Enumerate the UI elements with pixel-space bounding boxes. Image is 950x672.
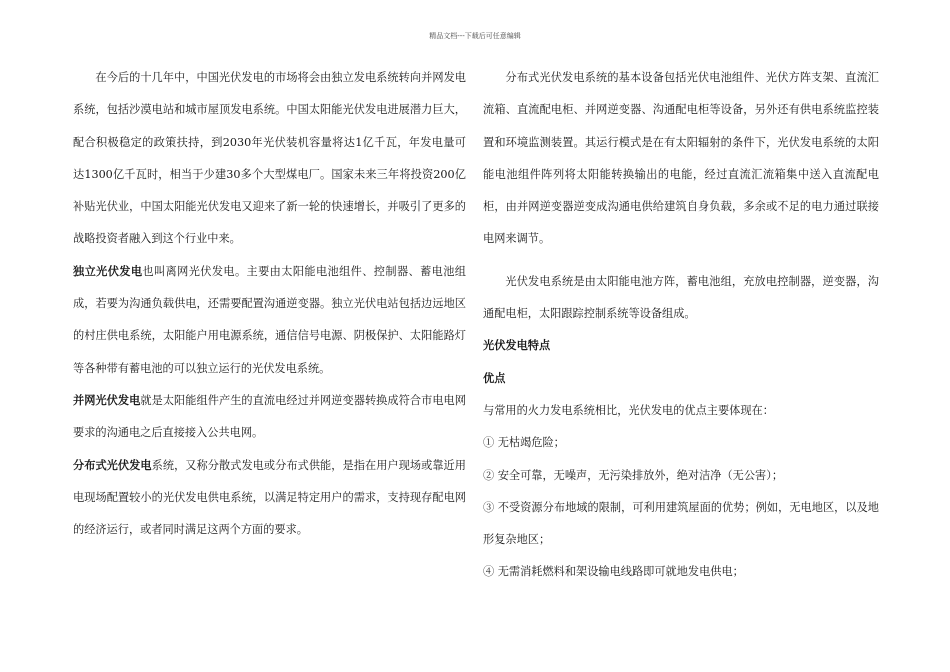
- features-heading: 光伏发电特点: [483, 339, 551, 353]
- advantage-point-2: ② 安全可靠，无噪声，无污染排放外，绝对洁净（无公害）；: [483, 468, 784, 482]
- right-column: [483, 62, 879, 589]
- standalone-paragraph: [73, 256, 466, 385]
- left-column: [73, 62, 466, 546]
- intro-paragraph: 在今后的十几年中，中国光伏发电的市场将会由独立发电系统转向并网发电系统，包括沙漠电站和城市屋顶发电系统。中国太阳能光伏发电进展潜力巨大，配合积极稳定的政策扶持，到2030年光伏装机容量将达1亿千瓦，年发电量可达1300亿千瓦时，相当于少建30多个大型煤电厂。国家未来三年将投资200亿补贴光伏业，中国太阳能光伏发电又迎来了新一轮的快速增长，并吸引了更多的战略投资者融入到这个行业中来。: [73, 71, 466, 246]
- advantage-point-4: ④ 无需消耗燃料和架设输电线路即可就地发电供电；: [483, 565, 744, 579]
- distributed-term: 分布式光伏发电: [73, 458, 152, 472]
- advantage-point-1: ① 无枯竭危险；: [483, 436, 565, 450]
- standalone-term: 独立光伏发电: [73, 264, 143, 278]
- distributed-paragraph: [73, 450, 466, 547]
- advantages-intro: 与常用的火力发电系统相比，光伏发电的优点主要体现在：: [483, 403, 774, 417]
- distributed-text: 系统，又称分散式发电或分布式供能，是指在用户现场或靠近用电现场配置较小的光伏发电供电系统，以满足特定用户的需求，支持现存配电网的经济运行，或者同时满足这两个方面的要求。: [73, 458, 466, 537]
- advantage-point-3: ③ 不受资源分布地域的限制，可利用建筑屋面的优势；例如，无电地区，以及地形复杂地区；: [483, 500, 879, 547]
- standalone-text: 也叫离网光伏发电。主要由太阳能电池组件、控制器、蓄电池组成，若要为沟通负载供电，还需要配置沟通逆变器。独立光伏电站包括边远地区的村庄供电系统，太阳能户用电源系统，通信信号电源、阴极保护、太阳能路灯等各种带有蓄电池的可以独立运行的光伏发电系统。: [73, 264, 466, 375]
- page-header: 精品文档---下载后可任意编辑: [429, 32, 521, 40]
- advantages-heading: 优点: [483, 371, 506, 385]
- composition-paragraph: 光伏发电系统是由太阳能电池方阵，蓄电池组，充放电控制器，逆变器，沟通配电柜，太阳跟踪控制系统等设备组成。: [483, 274, 879, 321]
- equipment-paragraph: 分布式光伏发电系统的基本设备包括光伏电池组件、光伏方阵支架、直流汇流箱、直流配电柜、并网逆变器、沟通配电柜等设备，另外还有供电系统监控装置和环境监测装置。其运行模式是在有太阳辐射的条件下，光伏发电系统的太阳能电池组件阵列将太阳能转换输出的电能，经过直流汇流箱集中送入直流配电柜，由并网逆变器逆变成沟通电供给建筑自身负载，多余或不足的电力通过联接电网来调节。: [483, 71, 879, 246]
- grid-term: 并网光伏发电: [73, 393, 141, 407]
- grid-paragraph: [73, 385, 466, 450]
- grid-text: 就是太阳能组件产生的直流电经过并网逆变器转换成符合市电电网要求的沟通电之后直接接入公共电网。: [73, 393, 466, 440]
